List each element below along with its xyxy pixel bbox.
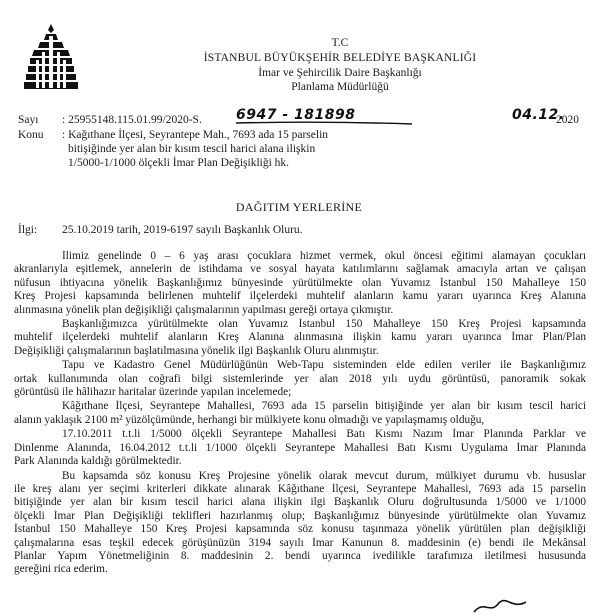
paragraph xyxy=(14,428,586,468)
paragraph-line: alanın yaklaşık 2100 m² yüzölçümünde, herhangi bir mülkiyete konu olmadığı ve yapılaşmamış olduğu, xyxy=(14,413,485,426)
paragraph-line: Kreş Projesi kapsamında belirlenen muhtelif ilçelerdeki muhtelif alanların kamu yararı uyarınca Kreş Alanına xyxy=(14,290,586,303)
paragraph-line: Park Alanında kaldığı görülmektedir. xyxy=(14,455,182,468)
sayi-label: Sayı xyxy=(18,114,39,126)
paragraph-line: 17.10.2011 t.t.li 1/5000 ölçekli Seyrantepe Mahallesi Batı Kısmı Nazım İmar Planında Parklar ve xyxy=(62,428,586,441)
paragraph-line: Tapu ve Kadastro Genel Müdürlüğünün Web-Tapu sisteminden elde edilen veriler ile Başkanlığımız xyxy=(62,359,586,372)
paragraph-line: muhtelif ilçelerdeki muhtelif alanların Kreş Alanına alınmasına ilişkin kamu yararı uyarınca İmar Plan/Plan xyxy=(14,331,586,344)
konu-line-3: 1/5000-1/1000 ölçekli İmar Plan Değişikliği hk. xyxy=(68,157,290,169)
distribution-heading: DAĞITIM YERLERİNE xyxy=(235,200,363,214)
konu-line-1: : Kağıthane İlçesi, Seyrantepe Mah., 7693 ada 15 parselin xyxy=(62,129,329,141)
paragraph xyxy=(14,250,586,317)
paragraph-line: çalışmalarına esas teşkil edecek görüşünüzün 3194 sayılı İmar Kanunun 8. maddesinin (e) bendi ile Mekânsal xyxy=(14,536,586,549)
date-handwritten: 04.12. xyxy=(512,107,565,123)
paragraph-line: Planlar Yapım Yönetmeliğinin 8. maddesinin 2. bendi uyarınca ivedilikle tarafımıza iletilmesi hususunda xyxy=(14,549,586,562)
paragraph-line: gereğini rica ederim. xyxy=(14,563,108,576)
letter-body xyxy=(14,250,586,577)
handwritten-underline-icon xyxy=(234,120,414,126)
paragraph-line: nüfusun ihtiyacına yönelik Başkanlığımız bünyesinde yürütülmekte olan Yuvamız İstanbul 150 Mahalleye 150 xyxy=(14,276,586,289)
konu-line-2: bitişiğinde yer alan bir kısım tescil harici alana ilişkin xyxy=(68,143,316,155)
sayi-value: : 25955148.115.01.99/2020-S. xyxy=(62,114,202,126)
konu-label: Konu xyxy=(18,129,44,141)
paragraph-line: ile kreş alanı yer seçimi kriterleri dikkate alınarak Kâğıthane İlçesi, Seyrantepe Mahallesi, 7693 ada 15 parselin xyxy=(14,482,586,495)
sayi-handwritten-number: 6947 - 181898 xyxy=(236,107,356,123)
paragraph-line: Bu kapsamda söz konusu Kreş Projesine yönelik olarak mevcut durum, mülkiyet durumu vb. hususlar xyxy=(62,469,586,482)
paragraph xyxy=(14,359,586,399)
paragraph-line: Başkanlığımızca yürütülmekte olan Yuvamız İstanbul 150 Mahalleye 150 Kreş Projesi kapsamında xyxy=(62,318,586,331)
paragraph-line: görüntüsü ile hâlihazır haritalar üzerinde yapılan incelemede; xyxy=(14,386,292,399)
paragraph-line: İstanbul 150 Mahalleye 150 Kreş Projesi kapsamında söz konusu taşınmaza yönelik yürütülen plan değişikliği xyxy=(14,523,586,536)
paragraph-line: ölçekli İmar Plan Değişikliği teklifleri hazırlanmış olup; Başkanlığımız bünyesinde yürütülmekte olan Yuvamız xyxy=(14,509,586,522)
paragraph-line: Kâğıthane İlçesi, Seyrantepe Mahallesi, 7693 ada 15 parselin bitişiğinde yer alan bir kısım tescil harici xyxy=(62,400,586,413)
ibb-logo-icon xyxy=(22,22,80,92)
paragraph-line: alınmasına yönelik plan değişikliği çalışmalarının yapılması gereği ortaya çıkmıştır. xyxy=(14,303,394,316)
signature-icon xyxy=(470,598,530,616)
paragraph-line: bitişiğinde yer alan bir kısım tescil harici alana ilişkin ilgi Başkanlık Oluru doğrultusunda 1/5000 ve 1/1000 xyxy=(14,496,586,509)
paragraph xyxy=(14,400,586,427)
tc-label: T.C xyxy=(331,37,349,49)
municipality-title: İSTANBUL BÜYÜKŞEHİR BELEDİYE BAŞKANLIĞI xyxy=(203,52,477,64)
paragraph xyxy=(14,318,586,358)
paragraph-line: akranlarıyla eşitlemek, annelerin de istihdama ve sosyal hayata katılımlarını sağlamak amacıyla artan ve çalışan xyxy=(14,263,586,276)
ilgi-label: İlgi: xyxy=(18,224,38,236)
paragraph-line: Değişikliği çalışmalarının başlatılmasına yönelik ilgi Başkanlık Oluru alınmıştır. xyxy=(14,344,379,357)
ilgi-text: 25.10.2019 tarih, 2019-6197 sayılı Başkanlık Oluru. xyxy=(62,224,303,236)
date-year: 2020 xyxy=(556,114,579,126)
paragraph-line: Dinlenme Alanında, 16.04.2012 t.t.li 1/1000 ölçekli Seyrantepe Mahallesi Batı Kısmı Uygulama İmar Planında xyxy=(14,441,586,454)
department-title: İmar ve Şehircilik Daire Başkanlığı xyxy=(258,67,422,79)
paragraph-line: ortak kullanımında olan coğrafi bilgi sistemlerinde yer alan 2018 yılı uydu görüntüsü, panoramik sokak xyxy=(14,372,586,385)
paragraph-line: İlimiz genelinde 0 – 6 yaş arası çocuklara hizmet vermek, okul öncesi eğitimi alamayan çocukları xyxy=(62,250,586,262)
paragraph xyxy=(14,470,586,577)
directorate-title: Planlama Müdürlüğü xyxy=(291,81,389,93)
